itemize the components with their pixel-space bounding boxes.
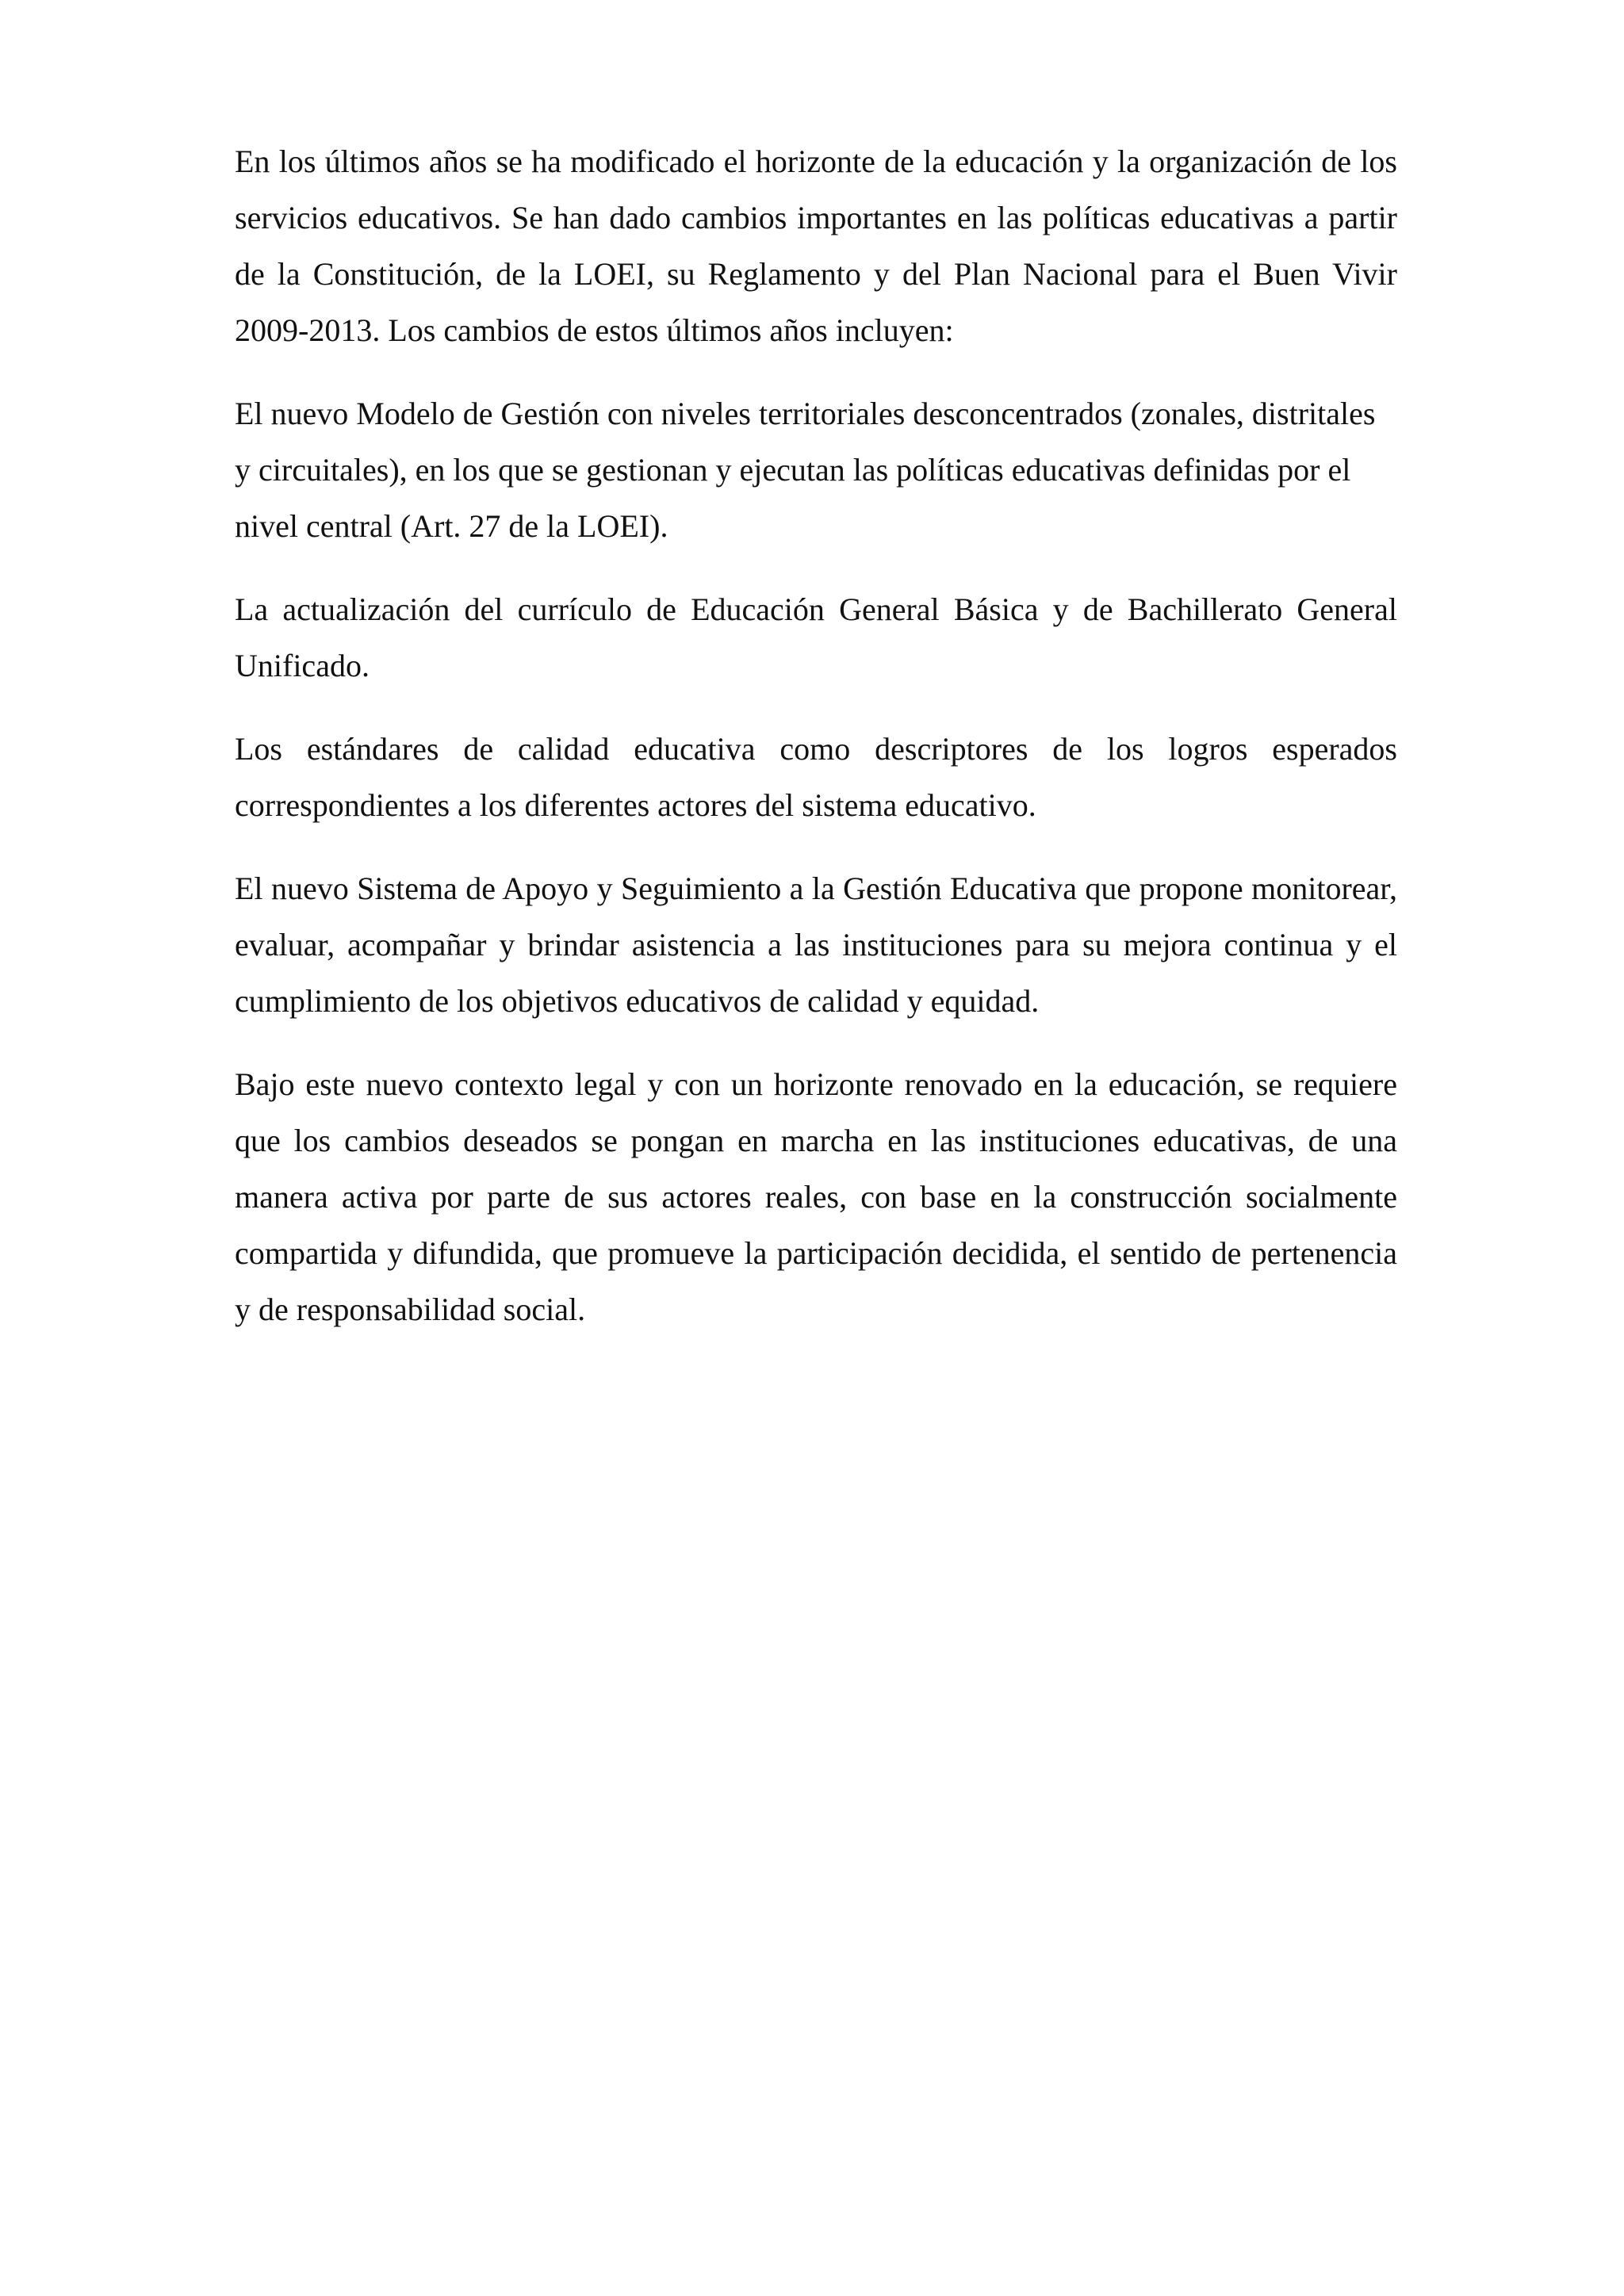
document-body [235, 133, 1397, 1364]
paragraph-estandares: Los estándares de calidad educativa como descriptores de los logros esperados correspondientes a los diferentes actores del sistema educativo. [235, 731, 1397, 823]
paragraph-modelo-gestion: El nuevo Modelo de Gestión con niveles territoriales desconcentrados (zonales, distritales y circuitales), en los que se gestionan y ejecutan las políticas educativas definidas por el nivel central (Art. 27 de la LOEI). [235, 396, 1376, 544]
paragraph-curriculo: La actualización del currículo de Educación General Básica y de Bachillerato General Unificado. [235, 591, 1397, 683]
paragraph-intro: En los últimos años se ha modificado el horizonte de la educación y la organización de los servicios educativos. Se han dado cambios importantes en las políticas educativas a partir de la Constitución, de la LOEI, su Reglamento y del Plan Nacional para el Buen Vivir 2009-2013. Los cambios de estos últimos años incluyen: [235, 144, 1397, 348]
paragraph-contexto: Bajo este nuevo contexto legal y con un horizonte renovado en la educación, se requiere que los cambios deseados se pongan en marcha en las instituciones educativas, de una manera activa por parte de sus actores reales, con base en la construcción socialmente compartida y difundida, que promueve la participación decidida, el sentido de pertenencia y de responsabilidad social. [235, 1066, 1397, 1327]
paragraph-sistema-apoyo: El nuevo Sistema de Apoyo y Seguimiento a la Gestión Educativa que propone monitorear, evaluar, acompañar y brindar asistencia a las instituciones para su mejora continua y el cumplimiento de los objetivos educativos de calidad y equidad. [235, 871, 1397, 1019]
